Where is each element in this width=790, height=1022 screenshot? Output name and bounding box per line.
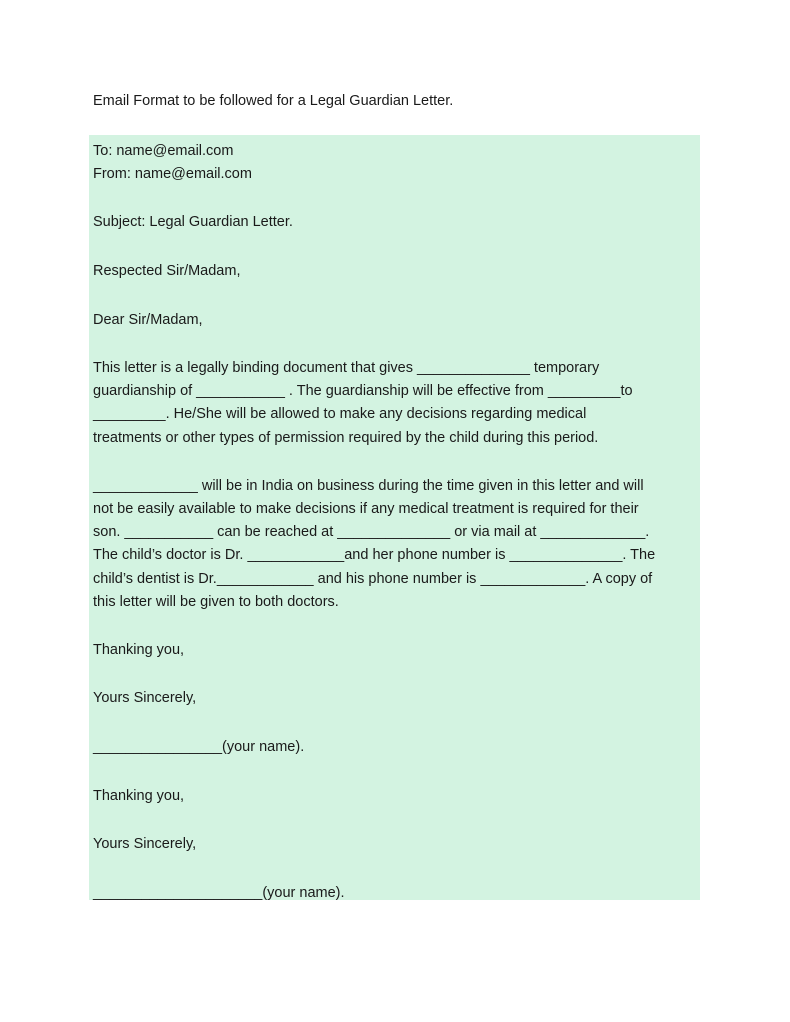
paragraph2-line: _____________ will be in India on business during the time given in this letter and will (93, 478, 644, 494)
paragraph2-line: The child’s doctor is Dr. ____________and her phone number is ______________. The (93, 547, 656, 563)
paragraph2-line: child’s dentist is Dr.____________ and his phone number is _____________. A copy of (93, 571, 653, 587)
subject-line: Subject: Legal Guardian Letter. (93, 214, 293, 230)
paragraph2-line: son. ___________ can be reached at ______________ or via mail at _____________. (93, 524, 650, 540)
closing-thanks-1: Thanking you, (93, 642, 185, 658)
paragraph2-line: not be easily available to make decisions if any medical treatment is required for their (93, 501, 639, 517)
from-line: From: name@email.com (93, 166, 252, 182)
salutation-dear: Dear Sir/Madam, (93, 312, 203, 328)
signature-2: _____________________(your name). (93, 885, 345, 901)
document-heading: Email Format to be followed for a Legal Guardian Letter. (93, 93, 454, 109)
paragraph2-line: this letter will be given to both doctors. (93, 594, 339, 610)
signoff-2: Yours Sincerely, (93, 836, 197, 852)
paragraph1-line: This letter is a legally binding document that gives ______________ temporary (93, 360, 600, 376)
paragraph1-line: guardianship of ___________ . The guardianship will be effective from _________to (93, 383, 633, 399)
paragraph1-line: treatments or other types of permission required by the child during this period. (93, 430, 599, 446)
salutation-respected: Respected Sir/Madam, (93, 263, 241, 279)
signature-1: ________________(your name). (93, 739, 305, 755)
paragraph1-line: _________. He/She will be allowed to make any decisions regarding medical (93, 406, 587, 422)
signoff-1: Yours Sincerely, (93, 690, 197, 706)
closing-thanks-2: Thanking you, (93, 788, 185, 804)
to-line: To: name@email.com (93, 143, 234, 159)
